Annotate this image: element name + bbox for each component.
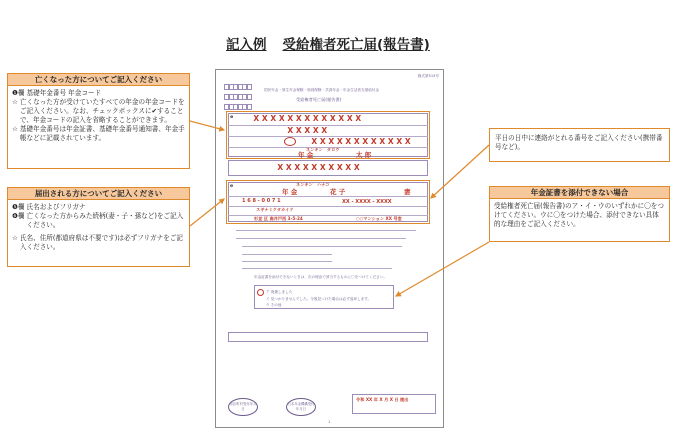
callout-filer-field6: ❻欄 亡くなった方からみた続柄(妻・子・孫など)をご記入ください。 <box>12 212 184 229</box>
filer-name-given: 花 子 <box>330 188 346 196</box>
form-header-line: 国民年金・厚生年金保険・船員保険・共済年金・年金生活者支援給付金 <box>264 88 379 92</box>
filer-phone: XX - XXXX - XXXX <box>342 199 392 205</box>
filer-address: 杉並 区 高井戸西 3-5-24 <box>254 216 303 221</box>
filer-section-marker: ❺ <box>230 184 234 188</box>
filer-address-detail: ○○マンション XX 号室 <box>356 216 402 221</box>
star-icon: ☆ <box>12 234 18 242</box>
page-title-form-name: 受給権者死亡届(報告書) <box>282 37 430 53</box>
filer-name-family: 年 金 <box>282 188 298 196</box>
callout-deceased-note2: ☆ 基礎年金番号は年金証書、基礎年金番号通知書、年金手帳などに記載されています。 <box>12 125 185 142</box>
arrow-filer <box>190 199 224 226</box>
callout-deceased-title: 亡くなった方についてご記入ください <box>8 74 189 86</box>
deceased-birthdate: X X X X X X X X X X X X <box>311 137 411 146</box>
option-b: イ 見つかりませんでした。今後見つけた場合は必ず返却します。 <box>266 297 372 301</box>
arrow-certificate <box>396 242 489 296</box>
page-number: 1 <box>328 420 331 424</box>
star-icon: ☆ <box>12 125 18 133</box>
filer-address-kana: スギナミクタカイド <box>256 207 294 212</box>
filer-kana: ネンキン ハナコ <box>296 182 330 187</box>
star-icon: ☆ <box>12 98 18 106</box>
deceased-section-marker: ❶ <box>230 115 234 119</box>
page-title-example: 記入例 <box>226 37 267 53</box>
option-a: ア 廃棄しました <box>266 290 293 294</box>
deceased-kana: ネンキン タロウ <box>306 147 340 152</box>
callout-filer-note: ☆ 氏名、住所(都道府県は不要です)は必ずフリガナをご記入ください。 <box>12 234 183 251</box>
callout-phone-info: 平日の日中に連絡がとれる番号をご記入ください(携帯番号など)。 <box>489 128 670 162</box>
municipal-stamp-area: 市区町村受付年月日 <box>228 398 258 416</box>
submission-date: 令和 XX 年 X 月 X 日 提出 <box>356 397 409 402</box>
filer-postal-code: 1 6 8 - 0 0 7 1 <box>242 198 281 204</box>
callout-filer-field5: ❺欄 氏名およびフリガナ <box>12 203 86 211</box>
callout-certificate-info: 年金証書を添付できない場合 受給権者死亡届(報告書)のア・イ・ウのいずれかに〇をつけてください。ウに〇をつけた場合、添付できない具体的な理由をご記入ください。 <box>489 186 670 242</box>
deceased-pension-number: X X X X X X X X X X X X X <box>253 114 362 123</box>
options-heading: 年金証書を添付できないときは、次の理由で該当するものに〇をつけてください。 <box>254 275 387 279</box>
deceased-name-given: 太 郎 <box>356 151 372 159</box>
callout-cert-title: 年金証書を添付できない場合 <box>490 187 669 199</box>
form-header-title: 受給権者死亡届(報告書) <box>296 97 342 102</box>
callout-filer-title: 届出される方についてご記入ください <box>8 188 189 200</box>
pension-service-stamp-area: 日本年金機構受付年月日 <box>286 398 316 416</box>
deceased-pension-code: X X X X X <box>287 126 328 135</box>
callout-deceased-field1: ❶欄 基礎年金番号 年金コード <box>12 89 102 97</box>
arrow-deceased <box>190 121 224 130</box>
form-code: 様式第515号 <box>417 74 439 78</box>
arrow-phone <box>431 145 489 198</box>
filer-relation: 妻 <box>404 188 411 196</box>
callout-deceased-note1: ☆ 亡くなった方が受けていたすべての年金の年金コードをご記入ください。なお、チェックボックスに✔することで、年金コードの記入を省略することができます。 <box>12 98 185 124</box>
option-c: ウ その他 <box>266 303 282 307</box>
deceased-name-family: 年 金 <box>298 151 314 159</box>
deceased-death-date: X X X X X X X X X X <box>277 163 360 172</box>
